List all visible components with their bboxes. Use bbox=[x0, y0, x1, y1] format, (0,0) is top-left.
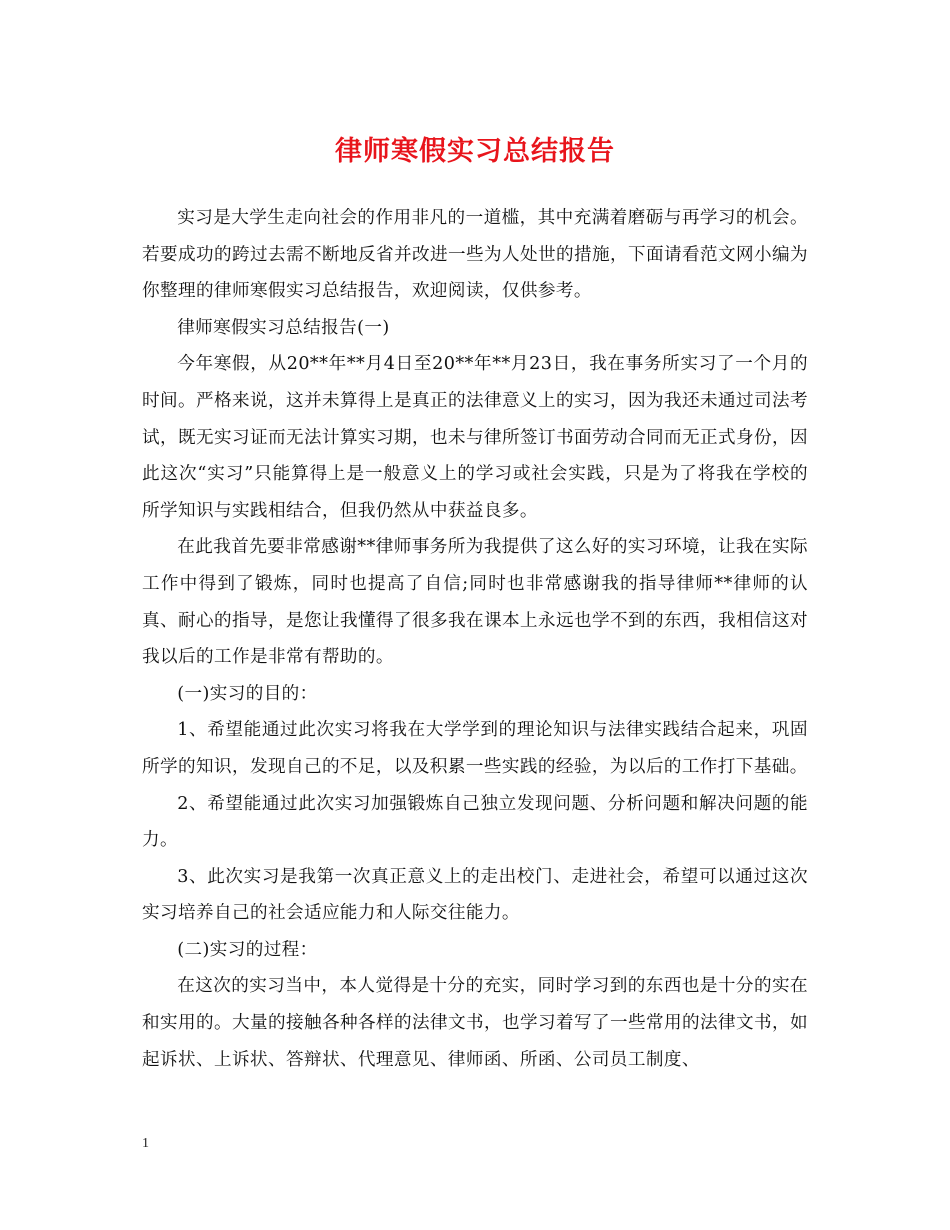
paragraph-intro: 实习是大学生走向社会的作用非凡的一道槛，其中充满着磨砺与再学习的机会。若要成功的跨过去需不断地反省并改进一些为人处世的措施，下面请看范文网小编为你整理的律师寒假实习总结报告，欢迎阅读，仅供参考。 bbox=[142, 208, 808, 302]
subheading-purpose: (一)实习的目的： bbox=[177, 683, 318, 704]
paragraph-process: 在这次的实习当中，本人觉得是十分的充实，同时学习到的东西也是十分的实在和实用的。大量的接触各种各样的法律文书，也学习着写了一些常用的法律文书，如起诉状、上诉状、答辩状、代理意见、律师函、所函、公司员工制度、 bbox=[142, 976, 808, 1070]
document-body bbox=[142, 200, 808, 1078]
paragraph-internship-period: 今年寒假，从20**年**月4日至20**年**月23日，我在事务所实习了一个月的时间。严格来说，这并未算得上是真正的法律意义上的实习，因为我还未通过司法考试，既无实习证而无法计算实习期，也未与律所签订书面劳动合同而无正式身份，因此这次“实习”只能算得上是一般意义上的学习或社会实践，只是为了将我在学校的所学知识与实践相结合，但我仍然从中获益良多。 bbox=[142, 354, 808, 521]
list-item-purpose-3: 3、此次实习是我第一次真正意义上的走出校门、走进社会，希望可以通过这次实习培养自己的社会适应能力和人际交往能力。 bbox=[142, 866, 808, 924]
list-item-purpose-2: 2、希望能通过此次实习加强锻炼自己独立发现问题、分析问题和解决问题的能力。 bbox=[142, 793, 808, 851]
section-heading-report-one: 律师寒假实习总结报告(一) bbox=[177, 317, 390, 338]
paragraph-thanks: 在此我首先要非常感谢**律师事务所为我提供了这么好的实习环境，让我在实际工作中得到了锻炼，同时也提高了自信;同时也非常感谢我的指导律师**律师的认真、耐心的指导，是您让我懂得了很多我在课本上永远也学不到的东西，我相信这对我以后的工作是非常有帮助的。 bbox=[142, 537, 808, 668]
list-item-purpose-1: 1、希望能通过此次实习将我在大学学到的理论知识与法律实践结合起来，巩固所学的知识，发现自己的不足，以及积累一些实践的经验，为以后的工作打下基础。 bbox=[142, 720, 808, 777]
page-number: 1 bbox=[142, 1136, 149, 1151]
subheading-process: (二)实习的过程： bbox=[177, 939, 318, 960]
document-title: 律师寒假实习总结报告 bbox=[335, 136, 615, 167]
